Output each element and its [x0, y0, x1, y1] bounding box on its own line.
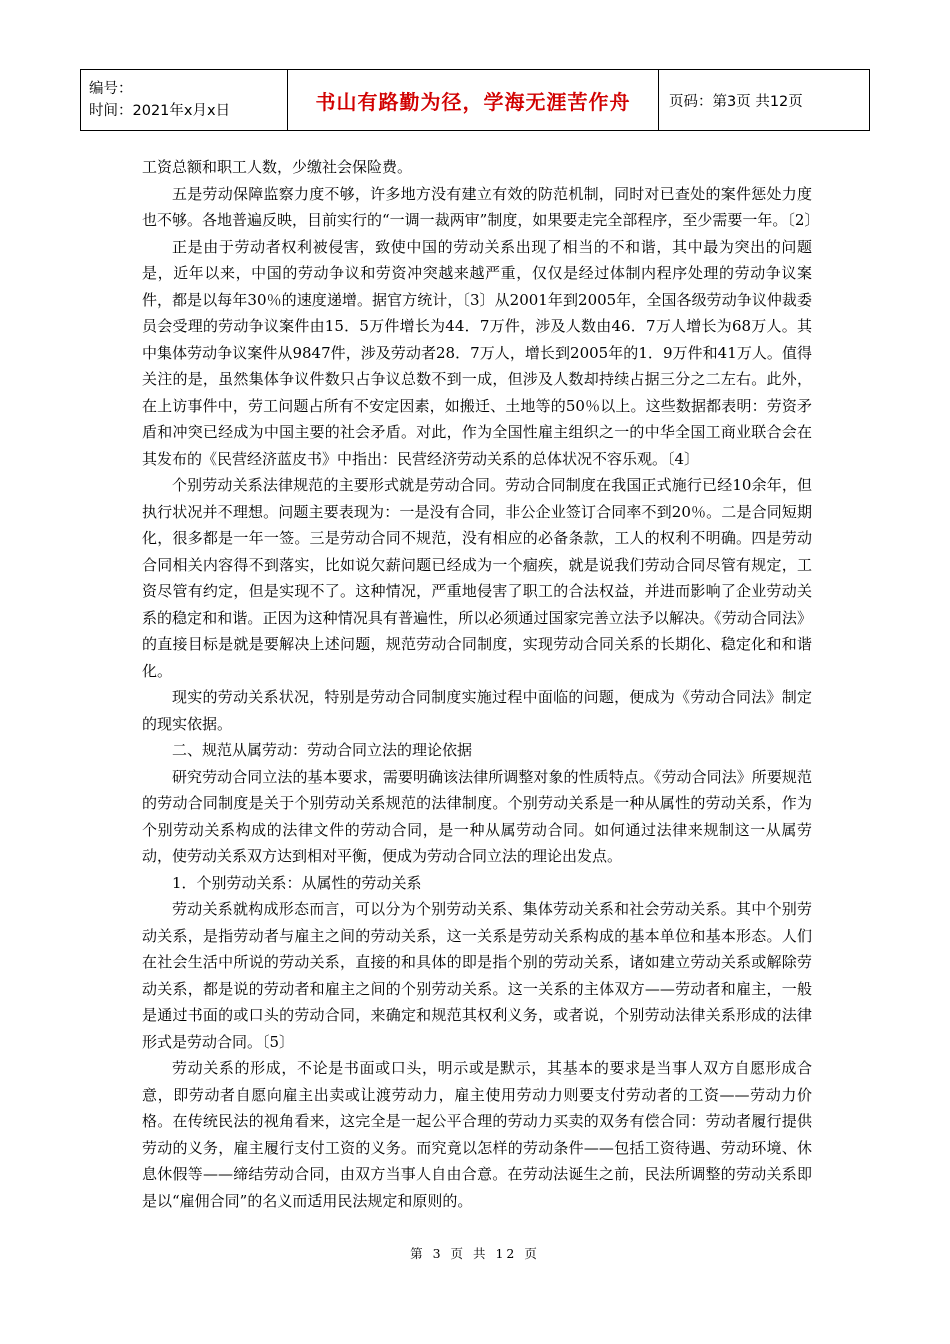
- page-footer: 第 3 页 共 12 页: [410, 1246, 540, 1261]
- header-motto: 书山有路勤为径，学海无涯苦作舟: [288, 70, 659, 131]
- document-number-label: 编号：: [89, 81, 133, 97]
- document-header: [80, 69, 870, 131]
- paragraph: 正是由于劳动者权利被侵害，致使中国的劳动关系出现了相当的不和谐，其中最为突出的问题是，近年以来，中国的劳动争议和劳资冲突越来越严重，仅仅是经过体制内程序处理的劳动争议案件，都是以每年30％的速度递增。据官方统计，〔3〕从2001年到2005年，全国各级劳动争议仲裁委员会受理的劳动争议案件由15．5万件增长为44．7万件，涉及人数由46．7万人增长为68万人。其中集体劳动争议案件从9847件，涉及劳动者28．7万人，增长到2005年的1．9万件和41万人。值得关注的是，虽然集体争议件数只占争议总数不到一成，但涉及人数却持续占据三分之二左右。此外，在上访事件中，劳工问题占所有不安定因素，如搬迁、土地等的50％以上。这些数据都表明：劳资矛盾和冲突已经成为中国主要的社会矛盾。对此，作为全国性雇主组织之一的中华全国工商业联合会在其发布的《民营经济蓝皮书》中指出：民营经济劳动关系的总体状况不容乐观。〔4〕: [142, 237, 812, 468]
- paragraph: 个别劳动关系法律规范的主要形式就是劳动合同。劳动合同制度在我国正式施行已经10余年，但执行状况并不理想。问题主要表现为：一是没有合同，非公企业签订合同率不到20％。二是合同短期化，很多都是一年一签。三是劳动合同不规范，没有相应的必备条款，工人的权利不明确。四是劳动合同相关内容得不到落实，比如说欠薪问题已经成为一个痼疾，就是说我们劳动合同尽管有规定，工资尽管有约定，但是实现不了。这种情况，严重地侵害了职工的合法权益，并进而影响了企业劳动关系的稳定和和谐。正因为这种情况具有普遍性，所以必须通过国家完善立法予以解决。《劳动合同法》的直接目标是就是要解决上述问题，规范劳动合同制度，实现劳动合同关系的长期化、稳定化和和谐化。: [142, 476, 812, 680]
- paragraph: 五是劳动保障监察力度不够，许多地方没有建立有效的防范机制，同时对已查处的案件惩处力度也不够。各地普遍反映，目前实行的“一调一裁两审”制度，如果要走完全部程序，至少需要一年。〔2〕: [142, 184, 820, 229]
- header-meta-cell: [81, 70, 288, 131]
- paragraph: 工资总额和职工人数，少缴社会保险费。: [142, 158, 413, 176]
- paragraph: 现实的劳动关系状况，特别是劳动合同制度实施过程中面临的问题，便成为《劳动合同法》制定的现实依据。: [142, 688, 812, 733]
- subsection-heading: 1．个别劳动关系：从属性的劳动关系: [172, 873, 422, 892]
- section-heading: 二、规范从属劳动：劳动合同立法的理论依据: [172, 741, 473, 759]
- paragraph: 劳动关系的形成，不论是书面或口头，明示或是默示，其基本的要求是当事人双方自愿形成合意，即劳动者自愿向雇主出卖或让渡劳动力，雇主使用劳动力则要支付劳动者的工资——劳动力价格。在传统民法的视角看来，这完全是一起公平合理的劳动力买卖的双务有偿合同：劳动者履行提供劳动的义务，雇主履行支付工资的义务。而究竟以怎样的劳动条件——包括工资待遇、劳动环境、休息休假等——缔结劳动合同，由双方当事人自由合意。在劳动法诞生之前，民法所调整的劳动关系即是以“雇佣合同”的名义而适用民法规定和原则的。: [142, 1059, 812, 1210]
- header-page-info: 页码：第3页 共12页: [659, 70, 870, 131]
- document-body: [142, 154, 820, 1214]
- paragraph: 劳动关系就构成形态而言，可以分为个别劳动关系、集体劳动关系和社会劳动关系。其中个别劳动关系，是指劳动者与雇主之间的劳动关系，这一关系是劳动关系构成的基本单位和基本形态。人们在社会生活中所说的劳动关系，直接的和具体的即是指个别的劳动关系，诸如建立劳动关系或解除劳动关系，都是说的劳动者和雇主之间的个别劳动关系。这一关系的主体双方——劳动者和雇主，一般是通过书面的或口头的劳动合同，来确定和规范其权利义务，或者说，个别劳动法律关系形成的法律形式是劳动合同。〔5〕: [142, 900, 812, 1051]
- paragraph: 研究劳动合同立法的基本要求，需要明确该法律所调整对象的性质特点。《劳动合同法》所要规范的劳动合同制度是关于个别劳动关系规范的法律制度。个别劳动关系是一种从属性的劳动关系，作为个别劳动关系构成的法律文件的劳动合同，是一种从属劳动合同。如何通过法律来规制这一从属劳动，使劳动关系双方达到相对平衡，便成为劳动合同立法的理论出发点。: [142, 767, 812, 865]
- document-date-label: 时间：2021年x月x日: [89, 103, 231, 119]
